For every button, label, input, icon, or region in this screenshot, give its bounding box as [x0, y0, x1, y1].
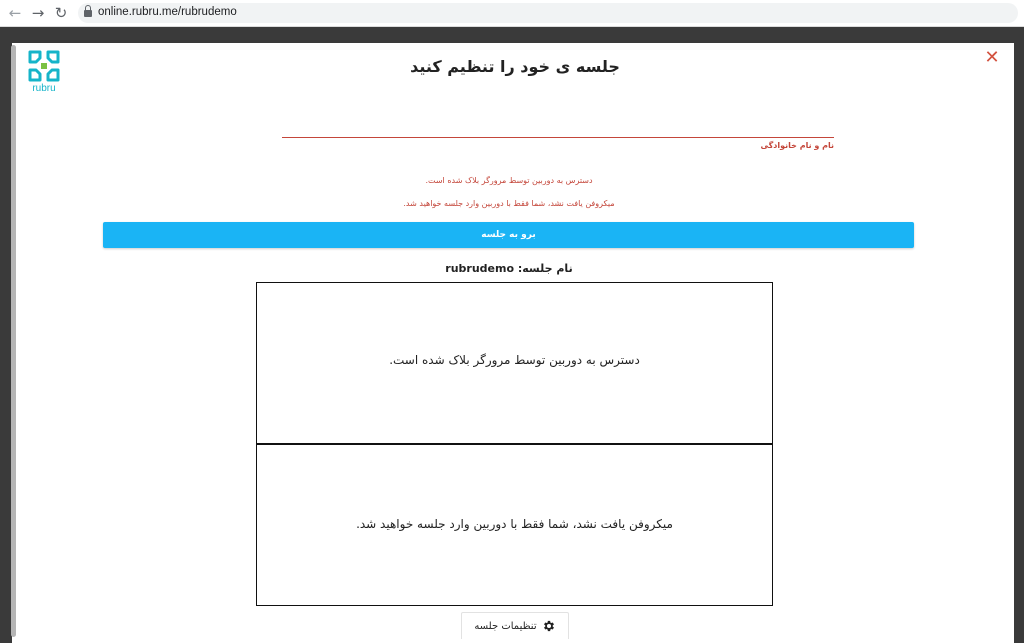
camera-preview-box	[256, 282, 773, 444]
name-input[interactable]	[282, 137, 834, 138]
rubru-logo	[26, 48, 62, 92]
camera-error-message: دسترس به دوربین توسط مرورگر بلاک شده است.	[425, 176, 593, 185]
logo-text: rubru	[32, 83, 56, 92]
gear-icon	[542, 619, 556, 633]
camera-preview-message: دسترس به دوربین توسط مرورگر بلاک شده است.	[389, 353, 640, 367]
microphone-preview-box	[256, 444, 773, 606]
rubru-logo-icon	[26, 48, 62, 92]
close-icon[interactable]: ✕	[984, 47, 1000, 68]
dialog-title: جلسه ی خود را تنظیم کنید	[410, 57, 620, 76]
session-settings-button[interactable]	[461, 612, 569, 639]
address-bar[interactable]	[78, 3, 1018, 23]
name-field-label: نام و نام خانوادگی	[760, 141, 834, 150]
forward-arrow-icon[interactable]: →	[31, 4, 45, 22]
lock-icon	[84, 8, 92, 17]
reload-icon[interactable]: ↻	[54, 4, 68, 22]
microphone-preview-message: میکروفن یافت نشد، شما فقط با دوربین وارد جلسه خواهید شد.	[356, 517, 673, 531]
session-settings-label: تنظیمات جلسه	[474, 620, 537, 632]
mic-error-message: میکروفن یافت نشد، شما فقط با دوربین وارد جلسه خواهید شد.	[403, 199, 615, 208]
join-session-button[interactable]: برو به جلسه	[103, 222, 914, 248]
session-name-label: نام جلسه: rubrudemo	[445, 262, 573, 275]
back-arrow-icon[interactable]: ←	[8, 4, 22, 22]
scrollbar[interactable]	[11, 45, 16, 637]
url-text[interactable]: online.rubru.me/rubrudemo	[98, 6, 237, 18]
browser-toolbar	[0, 0, 1024, 27]
